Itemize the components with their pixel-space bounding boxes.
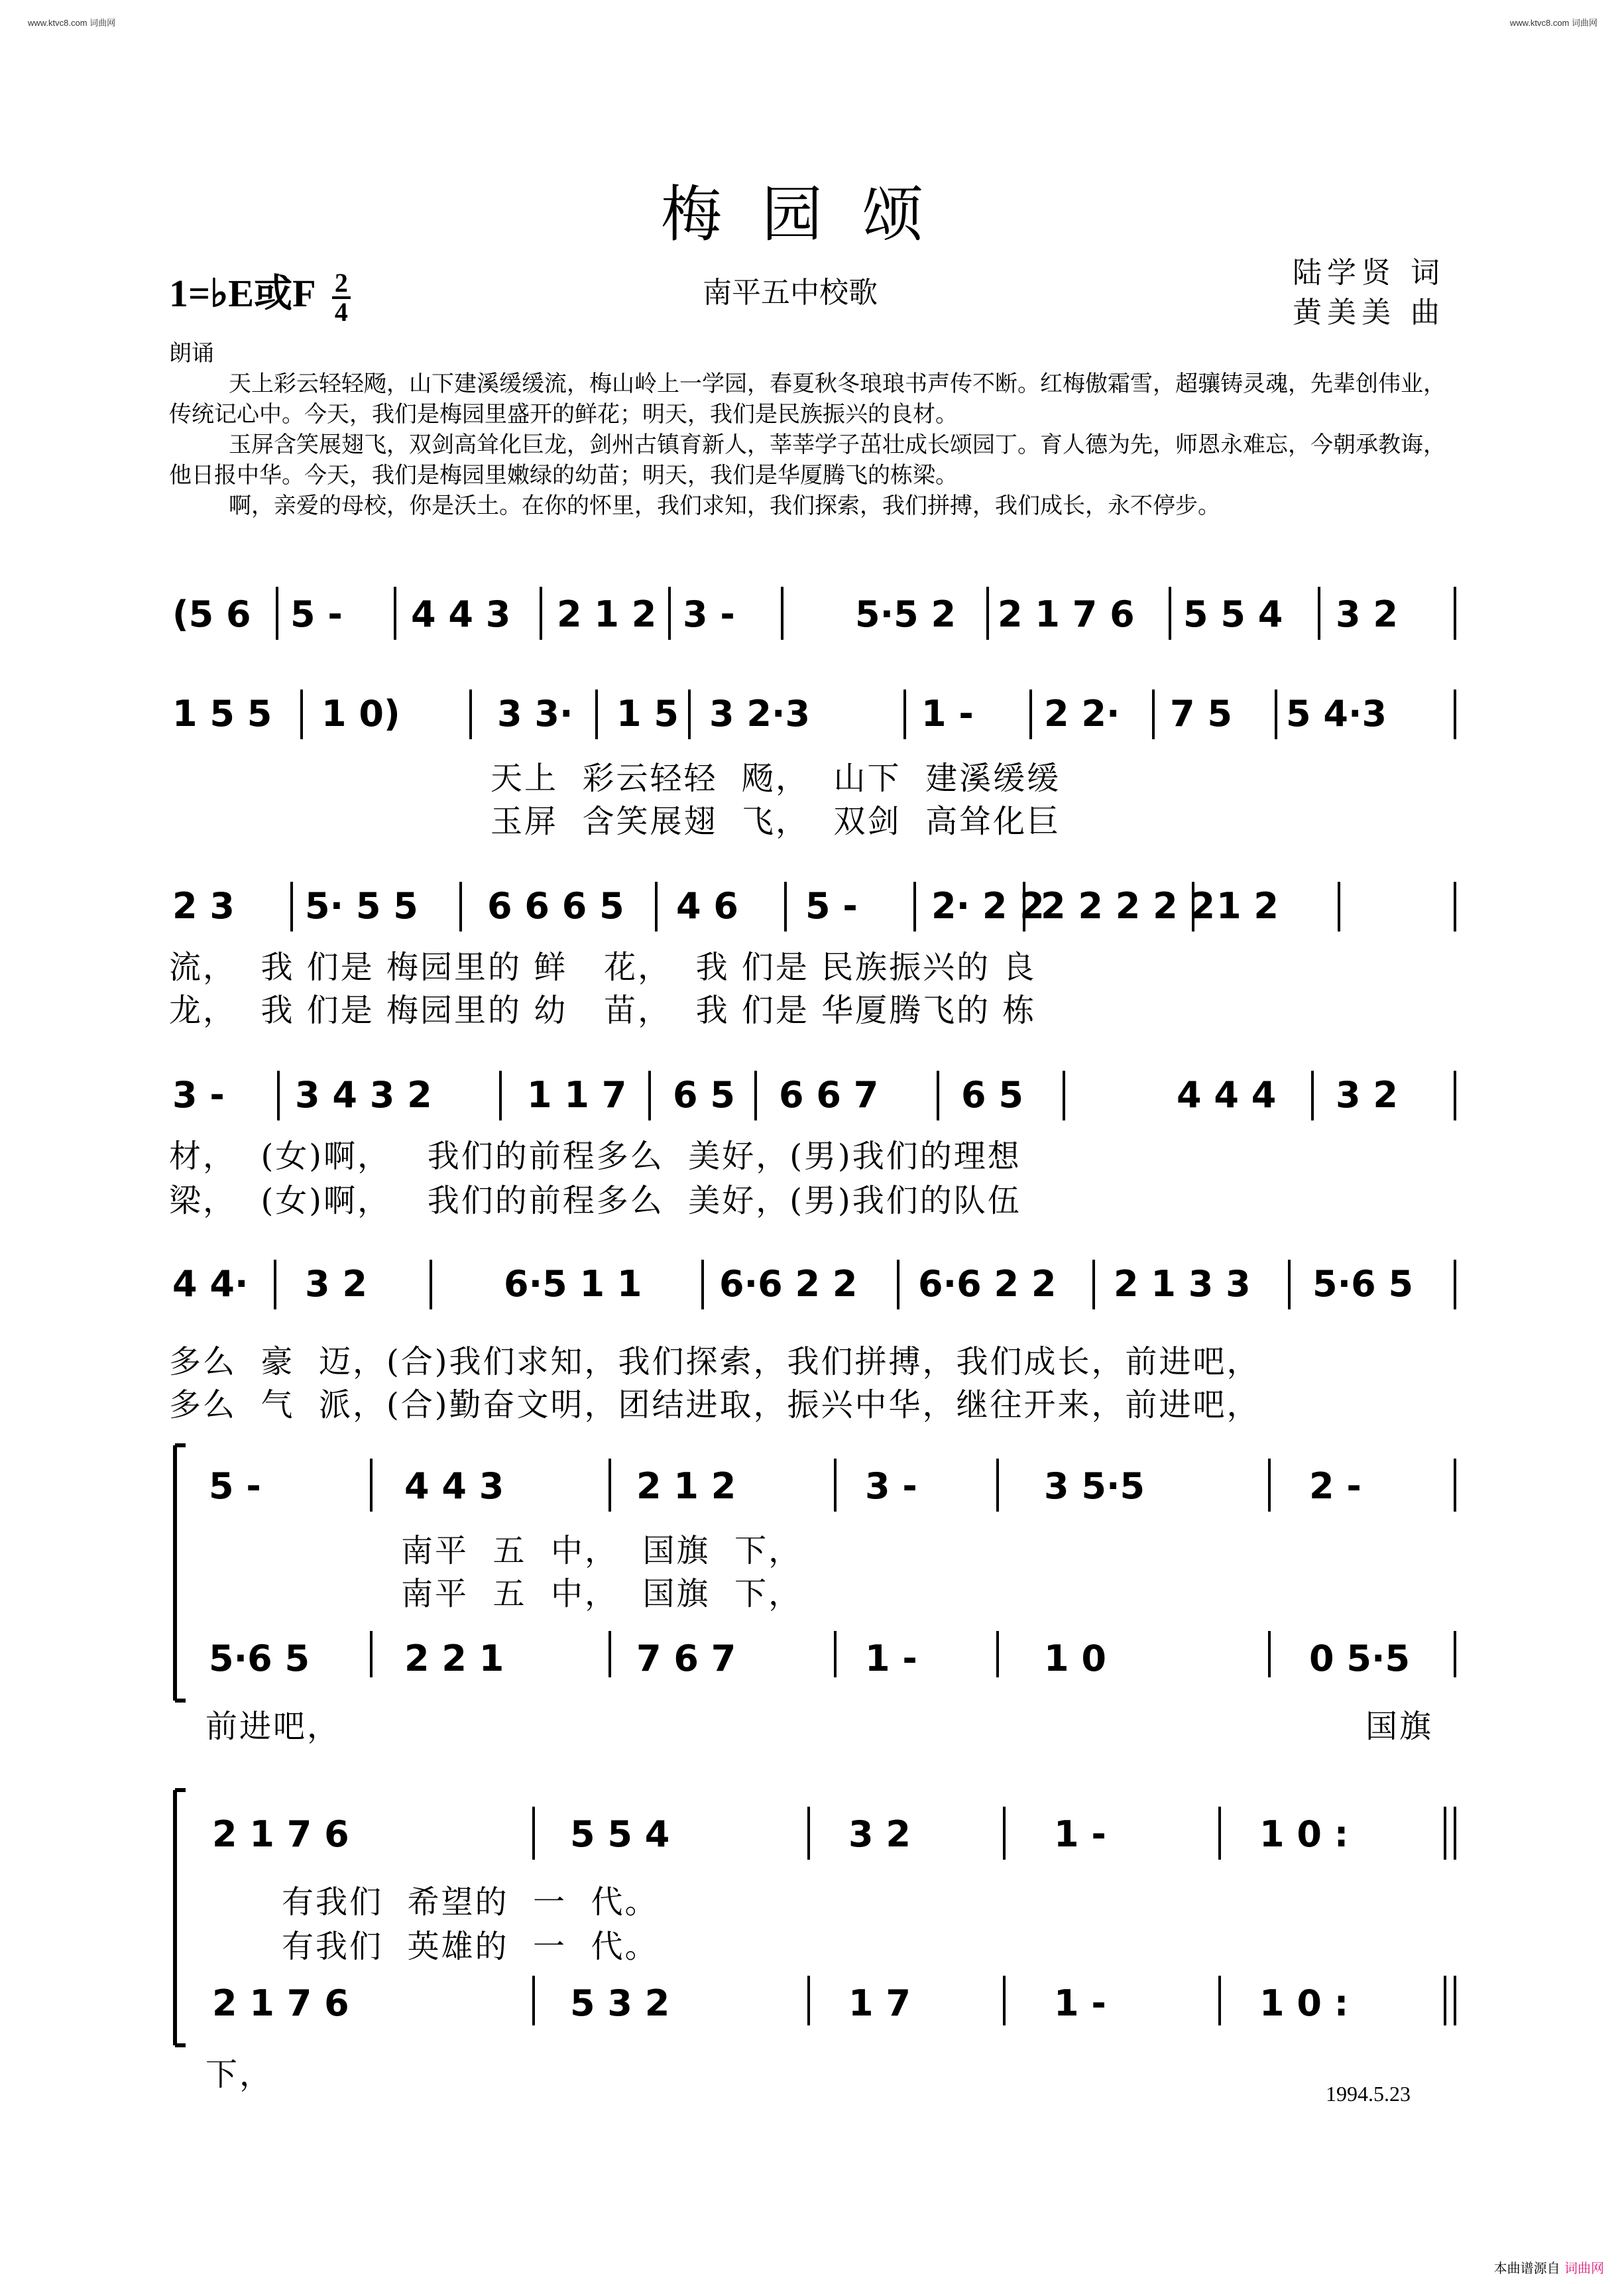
note-group: 2 2 1 <box>404 1638 504 1679</box>
note-group: 1 0) <box>321 693 400 735</box>
note-group: 3 2·3 <box>709 693 811 735</box>
note-group: 1 5 <box>616 693 679 735</box>
note-group: 3 3· <box>497 693 573 735</box>
note-group: 5 - <box>209 1465 261 1507</box>
lyric-line: 玉屏 含笑展翅 飞， 双剑 高耸化巨 <box>491 803 1061 840</box>
lyric-line: 龙， 我 们是 梅园里的 幼 苗， 我 们是 华厦腾飞的 栋 <box>169 992 1037 1029</box>
note-group: 3 2 <box>305 1263 367 1305</box>
time-top: 2 <box>332 270 351 299</box>
staff-svg <box>159 869 1468 941</box>
note-group: 1 - <box>865 1638 917 1679</box>
note-group: 6 6 6 5 <box>487 885 624 927</box>
note-group: 5 - <box>805 885 858 927</box>
note-group: 1 0 <box>1044 1638 1106 1679</box>
lyric-line: 国旗 <box>1365 1708 1434 1745</box>
note-group: 1 0 : <box>1259 1982 1349 2024</box>
note-group: 2 1 7 6 <box>212 1982 349 2024</box>
note-group: 7 5 <box>1170 693 1232 735</box>
note-group: 1 2 <box>1216 885 1279 927</box>
staff-line-4 <box>159 1057 1468 1130</box>
note-group: 2 - <box>1309 1465 1362 1507</box>
note-group: 3 2 <box>1336 1074 1398 1116</box>
note-group: 3 5·5 <box>1044 1465 1145 1507</box>
note-group: 3 - <box>865 1465 917 1507</box>
note-group: 4 6 <box>676 885 738 927</box>
staff-svg <box>159 573 1468 653</box>
lyric-line: 多么 豪 迈，(合)我们求知，我们探索，我们拼搏，我们成长，前进吧， <box>169 1343 1261 1380</box>
note-group: 2 1 7 6 <box>212 1813 349 1855</box>
note-group: 2 1 3 3 <box>1114 1263 1251 1305</box>
note-group: 2 1 2 <box>636 1465 736 1507</box>
note-group: 3 - <box>683 593 735 635</box>
note-group: 4 4 4 <box>1177 1074 1277 1116</box>
note-group: 3 2 <box>848 1813 911 1855</box>
lyricist-credit: 陆学贤 词 <box>1293 256 1445 290</box>
note-group: 6 6 7 <box>779 1074 879 1116</box>
note-group: 5 5 4 <box>570 1813 670 1855</box>
staff-svg <box>159 1439 1468 1717</box>
note-group: 5·6 5 <box>209 1638 310 1679</box>
recitation-paragraph: 玉屏含笑展翅飞，双剑高耸化巨龙，剑州古镇育新人，莘莘学子茁壮成长颂园丁。育人德为先，师恩永难忘，今朝承教诲，他日报中华。今天，我们是梅园里嫩绿的幼苗；明天，我们是华厦腾飞的栋梁。 <box>169 432 1446 489</box>
note-group: 4 4 3 <box>411 593 511 635</box>
key-label: 1=♭E或F <box>169 272 315 315</box>
lyric-line: 流， 我 们是 梅园里的 鲜 花， 我 们是 民族振兴的 良 <box>169 949 1037 986</box>
staff-line-3 <box>159 869 1468 941</box>
lyric-line: 天上 彩云轻轻 飏， 山下 建溪缓缓 <box>491 760 1061 797</box>
lyric-line: 前进吧， <box>205 1708 341 1745</box>
lyric-line: 梁， (女)啊， 我们的前程多么 美好，(男)我们的队伍 <box>169 1182 1021 1219</box>
note-group: 4 4· <box>172 1263 249 1305</box>
lyric-line: 下， <box>205 2056 274 2093</box>
footer-credit <box>1494 2257 1604 2277</box>
staff-svg <box>159 1057 1468 1130</box>
note-group: 2 1 7 6 <box>998 593 1135 635</box>
recitation-paragraph: 啊，亲爱的母校，你是沃土。在你的怀里，我们求知，我们探索，我们拼搏，我们成长，永不停步。 <box>229 493 1220 519</box>
note-group: 5 5 4 <box>1183 593 1283 635</box>
lyric-line: 南平 五 中， 国旗 下， <box>401 1575 803 1612</box>
song-title: 梅园颂 <box>660 179 963 250</box>
footer-brand: 词曲网 <box>1564 2260 1604 2276</box>
note-group: 4 4 3 <box>404 1465 504 1507</box>
note-group: 6·6 2 2 <box>918 1263 1057 1305</box>
footer-source: 本曲谱源自 <box>1493 2260 1560 2276</box>
lyric-line: 有我们 英雄的 一 代。 <box>282 1928 659 1965</box>
note-group: 7 6 7 <box>636 1638 736 1679</box>
staff-line-2 <box>159 676 1468 749</box>
staff-svg <box>159 1246 1468 1319</box>
note-group: 1 - <box>1054 1982 1106 2024</box>
note-group: 2· 2 2 <box>931 885 1045 927</box>
note-group: 1 - <box>921 693 974 735</box>
note-group: 5· 5 5 <box>305 885 418 927</box>
lyric-line: 多么 气 派，(合)勤奋文明，团结进取，振兴中华，继往开来，前进吧， <box>169 1386 1261 1423</box>
lyric-line: 材， (女)啊， 我们的前程多么 美好，(男)我们的理想 <box>169 1138 1021 1175</box>
note-group: 2 2 2 2 2 <box>1041 885 1216 927</box>
note-group: 3 - <box>172 1074 225 1116</box>
header-url-right: www.ktvc8.com 词曲网 <box>1509 18 1597 28</box>
note-group: 2 1 2 <box>557 593 657 635</box>
note-group: 5·6 5 <box>1312 1263 1414 1305</box>
staff-line-6 <box>159 1439 1468 1717</box>
note-group: 3 2 <box>1336 593 1398 635</box>
recitation-block <box>169 338 1455 521</box>
recitation-label: 朗诵 <box>169 340 214 367</box>
key-signature <box>169 262 351 326</box>
note-group: 1 1 7 <box>527 1074 627 1116</box>
lyric-line: 南平 五 中， 国旗 下， <box>401 1532 803 1569</box>
staff-line-1 <box>159 573 1468 653</box>
note-group: 5 4·3 <box>1286 693 1387 735</box>
note-group: 1 - <box>1054 1813 1106 1855</box>
composer-credit: 黄美美 曲 <box>1293 296 1445 330</box>
note-group: 6 5 <box>961 1074 1023 1116</box>
note-group: 6 5 <box>673 1074 735 1116</box>
note-group: 6·5 1 1 <box>504 1263 642 1305</box>
staff-line-5 <box>159 1246 1468 1319</box>
note-group: 1 0 : <box>1259 1813 1349 1855</box>
lyric-line: 有我们 希望的 一 代。 <box>282 1884 659 1921</box>
composition-date: 1994.5.23 <box>1326 2082 1411 2106</box>
note-group: 6·6 2 2 <box>719 1263 858 1305</box>
note-group: 5·5 2 <box>855 593 957 635</box>
song-subtitle: 南平五中校歌 <box>703 276 878 310</box>
note-group: 1 5 5 <box>172 693 272 735</box>
note-group: 0 5·5 <box>1309 1638 1411 1679</box>
staff-svg <box>159 676 1468 749</box>
time-signature <box>332 267 351 327</box>
note-group: (5 6 <box>172 593 251 635</box>
note-group: 5 3 2 <box>570 1982 670 2024</box>
note-group: 2 3 <box>172 885 235 927</box>
note-group: 1 7 <box>848 1982 911 2024</box>
recitation-paragraph: 天上彩云轻轻飏，山下建溪缓缓流，梅山岭上一学园，春夏秋冬琅琅书声传不断。红梅傲霜雪，超骧铸灵魂，先辈创伟业，传统记心中。今天，我们是梅园里盛开的鲜花；明天，我们是民族振兴的良材。 <box>169 371 1446 428</box>
note-group: 5 - <box>290 593 343 635</box>
note-group: 2 2· <box>1044 693 1120 735</box>
note-group: 3 4 3 2 <box>295 1074 432 1116</box>
time-bottom: 4 <box>334 296 348 327</box>
header-url-left: www.ktvc8.com 词曲网 <box>28 18 116 28</box>
